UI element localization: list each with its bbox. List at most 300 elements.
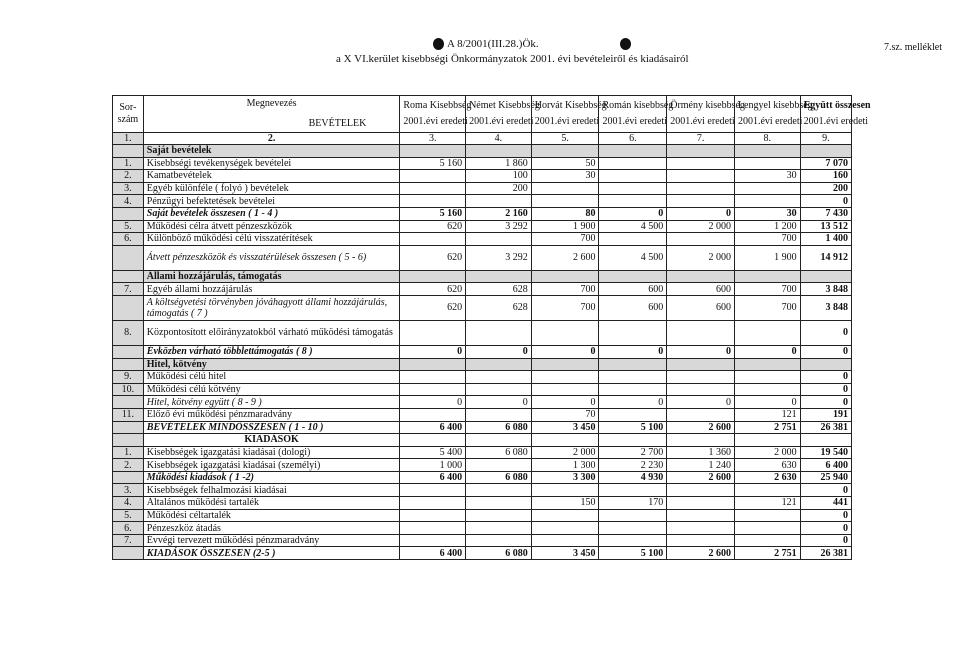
value-cell xyxy=(667,270,735,283)
row-description: Átvett pénzeszközök és visszatérülések összesen ( 5 - 6) xyxy=(143,245,400,270)
row-description: A költségvetési törvényben jóváhagyott állami hozzájárulás, támogatás ( 7 ) xyxy=(143,295,400,320)
value-cell: 0 xyxy=(667,396,735,409)
value-cell xyxy=(531,145,599,158)
row-description: Hitel, kötvény együtt ( 8 - 9 ) xyxy=(143,396,400,409)
value-cell xyxy=(400,408,466,421)
table-row xyxy=(113,371,852,384)
row-description: Pénzeszköz átadás xyxy=(143,522,400,535)
row-description: Kisebbségek igazgatási kiadásai (személyi) xyxy=(143,459,400,472)
table-row xyxy=(113,145,852,158)
value-cell: 2 160 xyxy=(466,207,532,220)
value-cell: 2 230 xyxy=(599,459,667,472)
row-number: 7. xyxy=(113,534,144,547)
value-cell: 2 000 xyxy=(667,220,735,233)
col-megnevezes xyxy=(143,96,400,133)
value-cell: 5 160 xyxy=(400,207,466,220)
value-cell xyxy=(599,233,667,246)
value-cell xyxy=(466,497,532,510)
value-cell: 80 xyxy=(531,207,599,220)
value-cell: 50 xyxy=(531,157,599,170)
row-description: Működési célra átvett pénzeszközök xyxy=(143,220,400,233)
value-cell: 3 300 xyxy=(531,471,599,484)
value-cell: 0 xyxy=(800,371,851,384)
row-description: BEVÉTELEK MINDÖSSZESEN ( 1 - 10 ) xyxy=(143,421,400,434)
row-number xyxy=(113,471,144,484)
row-number: 6. xyxy=(113,522,144,535)
value-cell xyxy=(734,434,800,447)
value-cell xyxy=(599,195,667,208)
value-cell xyxy=(734,383,800,396)
row-number: 1. xyxy=(113,157,144,170)
value-cell: 1 860 xyxy=(466,157,532,170)
row-number: 7. xyxy=(113,283,144,296)
table-row xyxy=(113,534,852,547)
table-row xyxy=(113,195,852,208)
value-cell xyxy=(667,484,735,497)
value-cell: 2 600 xyxy=(531,245,599,270)
column-name: Örmény kisebbség xyxy=(670,100,745,111)
value-cell xyxy=(667,195,735,208)
value-cell: 1 300 xyxy=(531,459,599,472)
value-cell: 1 400 xyxy=(800,233,851,246)
row-number: 8. xyxy=(113,320,144,345)
column-header xyxy=(734,96,813,133)
value-cell xyxy=(531,270,599,283)
value-cell xyxy=(400,320,466,345)
table-row xyxy=(113,547,852,560)
value-cell: 3 848 xyxy=(800,295,851,320)
value-cell xyxy=(800,145,851,158)
value-cell: 0 xyxy=(800,522,851,535)
value-cell: 25 940 xyxy=(800,471,851,484)
row-description: Kamatbevételek xyxy=(143,170,400,183)
row-number xyxy=(113,270,144,283)
column-number: 8. xyxy=(734,133,800,145)
value-cell xyxy=(599,358,667,371)
table-row xyxy=(113,396,852,409)
value-cell xyxy=(466,408,532,421)
value-cell xyxy=(800,358,851,371)
value-cell: 121 xyxy=(734,408,800,421)
value-cell xyxy=(531,383,599,396)
row-description: Kisebbségi tevékenységek bevételei xyxy=(143,157,400,170)
value-cell: 2 751 xyxy=(734,547,800,560)
value-cell: 1 240 xyxy=(667,459,735,472)
value-cell xyxy=(531,195,599,208)
value-cell xyxy=(400,534,466,547)
column-number: 5. xyxy=(531,133,599,145)
value-cell: 26 381 xyxy=(800,547,851,560)
row-description: Évvégi tervezett működési pénzmaradvány xyxy=(143,534,400,547)
row-number: 3. xyxy=(113,182,144,195)
sorszam-label: szám xyxy=(117,114,139,125)
column-subtitle: 2001.évi eredeti xyxy=(803,116,869,127)
row-number: 11. xyxy=(113,408,144,421)
table-row xyxy=(113,233,852,246)
value-cell xyxy=(466,371,532,384)
appendix-label: 7.sz. melléklet xyxy=(883,42,942,53)
value-cell: 0 xyxy=(599,345,667,358)
value-cell: 0 xyxy=(800,534,851,547)
row-number: 3. xyxy=(113,484,144,497)
value-cell: 0 xyxy=(800,484,851,497)
value-cell: 0 xyxy=(667,345,735,358)
value-cell: 6 400 xyxy=(400,471,466,484)
table-row xyxy=(113,170,852,183)
value-cell: 7 070 xyxy=(800,157,851,170)
value-cell: 0 xyxy=(800,396,851,409)
table-row xyxy=(113,182,852,195)
value-cell: 170 xyxy=(599,497,667,510)
value-cell xyxy=(667,383,735,396)
row-number xyxy=(113,547,144,560)
value-cell: 14 912 xyxy=(800,245,851,270)
document-subtitle: a X VI.kerület kisebbségi Önkormányzatok 2001. évi bevételeiről és kiadásairól xyxy=(336,53,689,65)
value-cell xyxy=(599,371,667,384)
value-cell xyxy=(667,182,735,195)
value-cell xyxy=(734,371,800,384)
value-cell xyxy=(599,270,667,283)
value-cell xyxy=(400,358,466,371)
value-cell xyxy=(400,522,466,535)
value-cell: 30 xyxy=(734,170,800,183)
column-name: Német Kisebbség xyxy=(469,100,540,111)
value-cell xyxy=(400,182,466,195)
value-cell: 100 xyxy=(466,170,532,183)
value-cell xyxy=(531,358,599,371)
table-row xyxy=(113,497,852,510)
row-number xyxy=(113,434,144,447)
value-cell: 2 630 xyxy=(734,471,800,484)
value-cell: 0 xyxy=(800,345,851,358)
value-cell xyxy=(400,195,466,208)
table-row xyxy=(113,471,852,484)
row-description: Általános működési tartalék xyxy=(143,497,400,510)
value-cell: 1 900 xyxy=(734,245,800,270)
value-cell xyxy=(599,145,667,158)
value-cell xyxy=(400,383,466,396)
value-cell: 0 xyxy=(734,345,800,358)
value-cell: 2 700 xyxy=(599,446,667,459)
value-cell: 0 xyxy=(800,195,851,208)
value-cell xyxy=(734,157,800,170)
value-cell xyxy=(667,358,735,371)
value-cell xyxy=(667,233,735,246)
column-subtitle: 2001.évi eredeti xyxy=(403,116,468,127)
value-cell: 4 930 xyxy=(599,471,667,484)
value-cell: 4 500 xyxy=(599,245,667,270)
value-cell xyxy=(734,509,800,522)
value-cell: 4 500 xyxy=(599,220,667,233)
value-cell xyxy=(599,522,667,535)
value-cell xyxy=(667,509,735,522)
value-cell: 0 xyxy=(599,207,667,220)
value-cell: 70 xyxy=(531,408,599,421)
value-cell xyxy=(400,371,466,384)
row-description: Hitel, kötvény xyxy=(143,358,400,371)
row-description: Működési célú hitel xyxy=(143,371,400,384)
value-cell: 630 xyxy=(734,459,800,472)
table-row xyxy=(113,484,852,497)
value-cell xyxy=(466,522,532,535)
value-cell: 620 xyxy=(400,220,466,233)
value-cell xyxy=(466,484,532,497)
value-cell: 1 900 xyxy=(531,220,599,233)
value-cell xyxy=(400,497,466,510)
value-cell xyxy=(466,270,532,283)
column-number: 1. xyxy=(113,133,144,145)
value-cell: 700 xyxy=(531,233,599,246)
value-cell xyxy=(667,434,735,447)
row-description: Működési kiadások ( 1 -2) xyxy=(143,471,400,484)
column-name: Lengyel kisebbség xyxy=(737,100,813,111)
table-row xyxy=(113,245,852,270)
value-cell: 600 xyxy=(667,283,735,296)
column-header xyxy=(531,96,607,133)
value-cell: 3 450 xyxy=(531,421,599,434)
table-row xyxy=(113,509,852,522)
value-cell: 700 xyxy=(531,295,599,320)
value-cell: 620 xyxy=(400,283,466,296)
value-cell: 0 xyxy=(667,207,735,220)
table-row xyxy=(113,434,852,447)
value-cell xyxy=(599,383,667,396)
table-row xyxy=(113,459,852,472)
value-cell xyxy=(667,157,735,170)
value-cell: 3 292 xyxy=(466,220,532,233)
value-cell: 5 400 xyxy=(400,446,466,459)
value-cell: 26 381 xyxy=(800,421,851,434)
value-cell: 0 xyxy=(400,396,466,409)
value-cell: 121 xyxy=(734,497,800,510)
row-description: KIADÁSOK xyxy=(143,434,400,447)
row-number: 1. xyxy=(113,446,144,459)
column-header xyxy=(466,96,540,133)
value-cell xyxy=(667,170,735,183)
value-cell: 6 400 xyxy=(400,421,466,434)
punch-mark xyxy=(620,38,631,50)
value-cell xyxy=(599,408,667,421)
value-cell: 1 000 xyxy=(400,459,466,472)
value-cell: 700 xyxy=(734,283,800,296)
value-cell: 5 100 xyxy=(599,421,667,434)
bevetelek-label: BEVÉTELEK xyxy=(308,118,367,129)
value-cell: 30 xyxy=(734,207,800,220)
value-cell: 191 xyxy=(800,408,851,421)
row-description: Egyéb állami hozzájárulás xyxy=(143,283,400,296)
value-cell: 620 xyxy=(400,245,466,270)
value-cell xyxy=(400,434,466,447)
value-cell xyxy=(667,522,735,535)
value-cell xyxy=(466,459,532,472)
value-cell: 2 600 xyxy=(667,471,735,484)
row-description: Működési céltartalék xyxy=(143,509,400,522)
row-number: 6. xyxy=(113,233,144,246)
column-subtitle: 2001.évi eredeti xyxy=(737,116,803,127)
row-description: Előző évi működési pénzmaradvány xyxy=(143,408,400,421)
value-cell xyxy=(466,534,532,547)
value-cell xyxy=(734,522,800,535)
value-cell: 3 450 xyxy=(531,547,599,560)
value-cell xyxy=(466,434,532,447)
value-cell: 0 xyxy=(466,396,532,409)
table-row xyxy=(113,421,852,434)
row-description: Központosított előirányzatokból várható működési támogatás xyxy=(143,320,400,345)
value-cell xyxy=(734,145,800,158)
table-row xyxy=(113,383,852,396)
value-cell xyxy=(466,320,532,345)
value-cell xyxy=(400,170,466,183)
value-cell: 700 xyxy=(734,295,800,320)
value-cell xyxy=(400,484,466,497)
value-cell: 600 xyxy=(599,283,667,296)
column-header xyxy=(599,96,674,133)
value-cell xyxy=(734,534,800,547)
table-row xyxy=(113,320,852,345)
value-cell: 628 xyxy=(466,295,532,320)
column-header xyxy=(800,96,871,133)
budget-table xyxy=(112,95,871,560)
sorszam-label: Sor- xyxy=(119,102,137,113)
value-cell: 700 xyxy=(734,233,800,246)
table-row xyxy=(113,408,852,421)
row-number xyxy=(113,245,144,270)
column-number-row xyxy=(113,133,852,145)
table-row xyxy=(113,522,852,535)
value-cell xyxy=(667,371,735,384)
value-cell xyxy=(466,195,532,208)
value-cell: 7 430 xyxy=(800,207,851,220)
value-cell: 5 160 xyxy=(400,157,466,170)
column-header xyxy=(667,96,745,133)
table-row xyxy=(113,220,852,233)
value-cell xyxy=(667,320,735,345)
column-number: 6. xyxy=(599,133,667,145)
value-cell xyxy=(400,509,466,522)
value-cell xyxy=(734,270,800,283)
value-cell: 150 xyxy=(531,497,599,510)
value-cell xyxy=(531,320,599,345)
value-cell xyxy=(667,497,735,510)
column-name: Román kisebbség xyxy=(602,100,674,111)
value-cell: 200 xyxy=(800,182,851,195)
row-description: Kisebbségek felhalmozási kiadásai xyxy=(143,484,400,497)
megnevezes-label: Megnevezés xyxy=(246,98,297,109)
value-cell: 19 540 xyxy=(800,446,851,459)
column-subtitle: 2001.évi eredeti xyxy=(469,116,534,127)
column-number: 9. xyxy=(800,133,851,145)
value-cell: 0 xyxy=(800,320,851,345)
value-cell: 3 848 xyxy=(800,283,851,296)
value-cell: 0 xyxy=(800,383,851,396)
column-number: 7. xyxy=(667,133,735,145)
value-cell xyxy=(734,320,800,345)
value-cell: 2 751 xyxy=(734,421,800,434)
value-cell xyxy=(466,383,532,396)
table-row xyxy=(113,295,852,320)
row-number: 4. xyxy=(113,497,144,510)
row-description: Különböző működési célú visszatérítések xyxy=(143,233,400,246)
value-cell xyxy=(531,534,599,547)
value-cell: 0 xyxy=(599,396,667,409)
value-cell: 2 000 xyxy=(531,446,599,459)
table-row xyxy=(113,283,852,296)
row-number: 5. xyxy=(113,220,144,233)
value-cell xyxy=(599,509,667,522)
value-cell xyxy=(734,484,800,497)
value-cell xyxy=(734,358,800,371)
value-cell xyxy=(667,145,735,158)
value-cell: 5 100 xyxy=(599,547,667,560)
row-number: 2. xyxy=(113,170,144,183)
value-cell xyxy=(734,182,800,195)
value-cell: 6 400 xyxy=(800,459,851,472)
value-cell xyxy=(400,145,466,158)
value-cell xyxy=(466,358,532,371)
row-number xyxy=(113,396,144,409)
value-cell xyxy=(466,233,532,246)
value-cell: 2 000 xyxy=(734,446,800,459)
value-cell xyxy=(599,484,667,497)
column-number: 4. xyxy=(466,133,532,145)
row-description: Pénzügyi befektetések bevételei xyxy=(143,195,400,208)
value-cell xyxy=(531,371,599,384)
column-subtitle: 2001.évi eredeti xyxy=(670,116,735,127)
value-cell xyxy=(667,408,735,421)
value-cell: 0 xyxy=(466,345,532,358)
value-cell: 620 xyxy=(400,295,466,320)
value-cell: 30 xyxy=(531,170,599,183)
value-cell: 2 000 xyxy=(667,245,735,270)
row-description: Egyéb különféle ( folyó ) bevételek xyxy=(143,182,400,195)
value-cell xyxy=(531,509,599,522)
value-cell xyxy=(599,170,667,183)
row-description: Saját bevételek összesen ( 1 - 4 ) xyxy=(143,207,400,220)
row-description: KIADÁSOK ÖSSZESEN (2-5 ) xyxy=(143,547,400,560)
row-number: 2. xyxy=(113,459,144,472)
row-number xyxy=(113,345,144,358)
value-cell: 700 xyxy=(531,283,599,296)
value-cell xyxy=(734,195,800,208)
value-cell xyxy=(531,484,599,497)
row-number xyxy=(113,207,144,220)
header-row xyxy=(113,96,852,133)
table-row xyxy=(113,345,852,358)
value-cell xyxy=(599,320,667,345)
row-description: Kisebbségek igazgatási kiadásai (dologi) xyxy=(143,446,400,459)
value-cell: 6 080 xyxy=(466,547,532,560)
row-number xyxy=(113,421,144,434)
column-header xyxy=(400,96,472,133)
value-cell: 0 xyxy=(800,509,851,522)
value-cell: 2 600 xyxy=(667,421,735,434)
value-cell: 6 400 xyxy=(400,547,466,560)
table-row xyxy=(113,446,852,459)
value-cell xyxy=(800,270,851,283)
value-cell: 2 600 xyxy=(667,547,735,560)
row-number xyxy=(113,295,144,320)
column-subtitle: 2001.évi eredeti xyxy=(534,116,600,127)
table-row xyxy=(113,358,852,371)
value-cell xyxy=(531,182,599,195)
column-name: Roma Kisebbség xyxy=(403,100,472,111)
row-number xyxy=(113,358,144,371)
column-number: 2. xyxy=(143,133,400,145)
row-number: 5. xyxy=(113,509,144,522)
value-cell: 160 xyxy=(800,170,851,183)
value-cell: 1 360 xyxy=(667,446,735,459)
value-cell: 200 xyxy=(466,182,532,195)
